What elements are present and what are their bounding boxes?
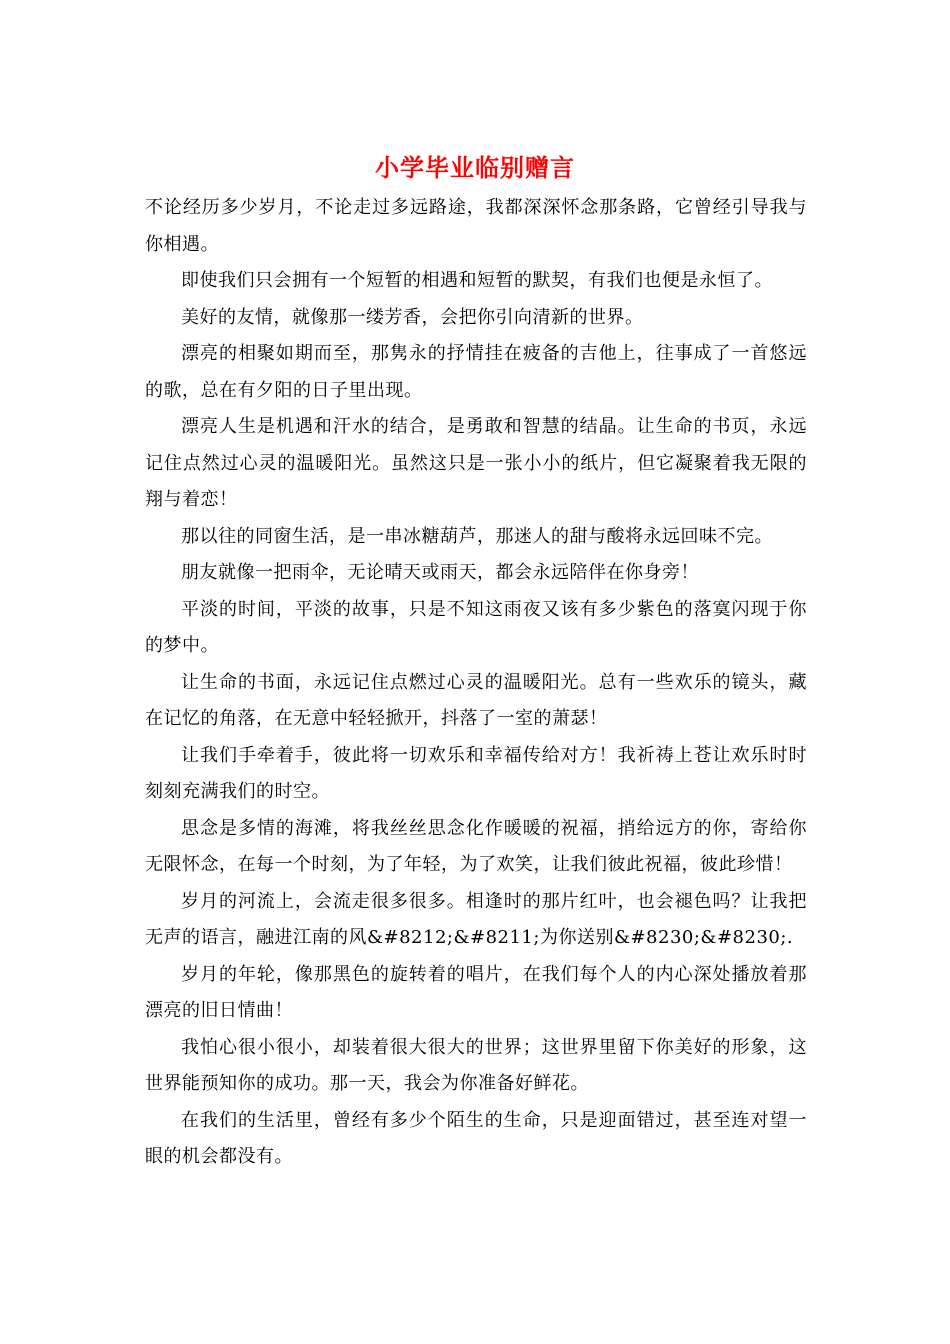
paragraph: 即使我们只会拥有一个短暂的相遇和短暂的默契，有我们也便是永恒了。 xyxy=(181,270,773,291)
paragraph: 思念是多情的海滩，将我丝丝思念化作暖暖的祝福，捎给远方的你，寄给你无限怀念，在每一个时刻，为了年轻，为了欢笑，让我们彼此祝福，彼此珍惜！ xyxy=(145,817,807,875)
paragraph: 不论经历多少岁月，不论走过多远路途，我都深深怀念那条路，它曾经引导我与你相遇。 xyxy=(145,197,807,255)
paragraph: 朋友就像一把雨伞，无论晴天或雨天，都会永远陪伴在你身旁！ xyxy=(181,562,699,583)
paragraph: 平淡的时间，平淡的故事，只是不知这雨夜又该有多少紫色的落寞闪现于你的梦中。 xyxy=(145,598,807,656)
paragraph: 在我们的生活里，曾经有多少个陌生的生命，只是迎面错过，甚至连对望一眼的机会都没有。 xyxy=(145,1109,807,1167)
paragraph: 美好的友情，就像那一缕芳香，会把你引向清新的世界。 xyxy=(181,306,644,328)
document-body xyxy=(145,190,807,1176)
paragraph: 漂亮人生是机遇和汗水的结合，是勇敢和智慧的结晶。让生命的书页，永远记住点然过心灵的温暖阳光。虽然这只是一张小小的纸片，但它凝聚着我无限的翔与着恋！ xyxy=(145,416,807,510)
paragraph: 我怕心很小很小，却装着很大很大的世界；这世界里留下你美好的形象，这世界能预知你的成功。那一天，我会为你准备好鲜花。 xyxy=(145,1036,807,1094)
paragraph: 让生命的书面，永远记住点燃过心灵的温暖阳光。总有一些欢乐的镜头，藏在记忆的角落，在无意中轻轻掀开，抖落了一室的萧瑟！ xyxy=(145,671,807,729)
paragraph: 漂亮的相聚如期而至，那隽永的抒情挂在疲备的吉他上，往事成了一首悠远的歌，总在有夕阳的日子里出现。 xyxy=(145,343,807,401)
document-title: 小学毕业临别赠言 xyxy=(375,153,575,182)
paragraph: 那以往的同窗生活，是一串冰糖葫芦，那迷人的甜与酸将永远回味不完。 xyxy=(181,525,773,547)
paragraph: 让我们手牵着手，彼此将一切欢乐和幸福传给对方！我祈祷上苍让欢乐时时刻刻充满我们的时空。 xyxy=(145,744,807,802)
paragraph: 岁月的年轮，像那黑色的旋转着的唱片，在我们每个人的内心深处播放着那漂亮的旧日情曲！ xyxy=(145,963,807,1021)
paragraph: 岁月的河流上，会流走很多很多。相逢时的那片红叶，也会褪色吗？让我把无声的语言，融进江南的风&#8212;&#8211;为你送别&#8230;&#8230;. xyxy=(145,890,807,948)
